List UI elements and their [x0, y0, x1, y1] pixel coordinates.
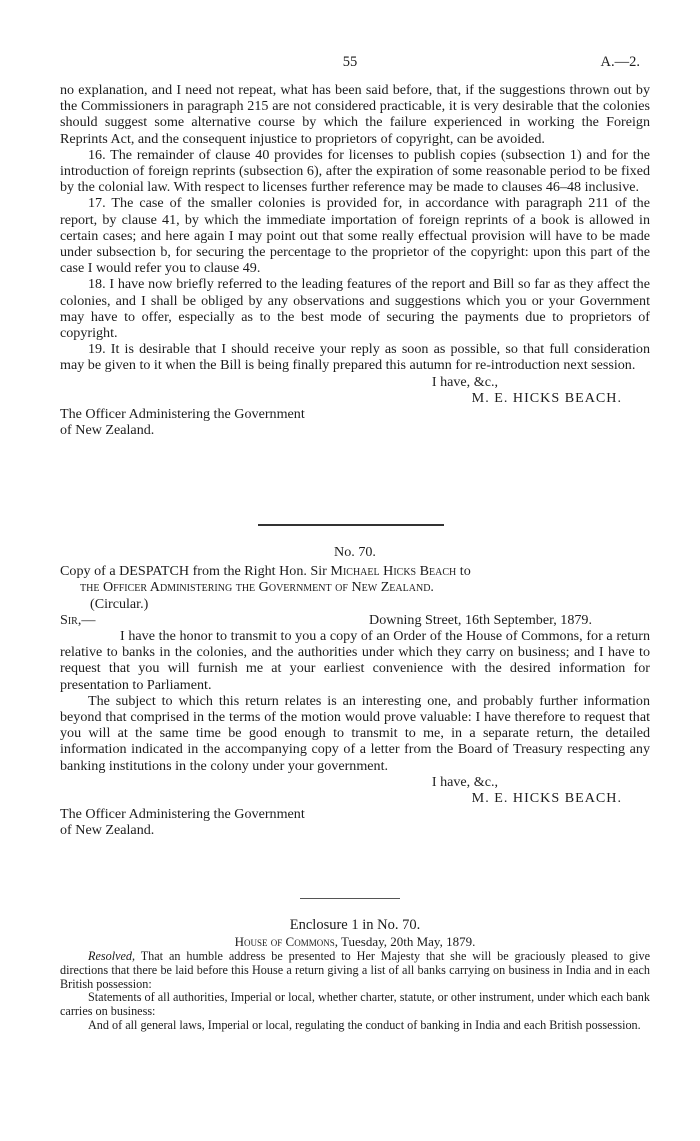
place-date: Downing Street, 16th September, 1879.	[369, 611, 592, 628]
salutation-line	[60, 612, 650, 628]
enclosure-heading	[60, 934, 650, 950]
addressee-line-2: of New Zealand.	[60, 422, 155, 439]
despatch-70	[60, 544, 650, 839]
paragraph-18: 18. I have now briefly referred to the leading features of the report and Bill so far as they affect the colonies, and I shall be obliged by any observations and suggestions which you or your Government may have to offer, especially as to the best mode of securing the payments due to proprietors of copyright.	[60, 276, 650, 342]
addressee-2-line-2: of New Zealand.	[60, 822, 155, 839]
addressee-2-line-1: The Officer Administering the Government	[60, 806, 305, 823]
closing-formula: I have, &c.,	[431, 373, 498, 390]
paragraph-17: 17. The case of the smaller colonies is provided for, in accordance with paragraph 211 of the report, by clause 41, by which the immediate importation of foreign reprints of a book is allowed in certain cases; and here again I may point out that some really effectual provision will have to be made under subsection b, for securing the percentage to the proprietor of the copyright: upon this part of the case I would refer you to clause 49.	[60, 195, 650, 277]
signature: M. E. HICKS BEACH.	[471, 389, 622, 406]
enclosure-date: Tuesday, 20th May, 1879.	[341, 934, 476, 949]
signature-2: M. E. HICKS BEACH.	[471, 790, 622, 807]
circular-label: (Circular.)	[90, 595, 149, 612]
title-to: to	[459, 563, 471, 580]
enclosure-divider	[300, 898, 400, 899]
despatch-title-line2: the Officer Administering the Government of New Zealand.	[80, 579, 434, 596]
title-prefix: Copy of a DESPATCH from the Right Hon. Sir	[60, 563, 327, 580]
resolution-body: That an humble address be presented to Her Majesty that she will be graciously pleased to give directions that there be laid before this House a return giving a list of all banks carrying on business in India and in each British possession:	[60, 949, 651, 991]
despatch-title	[60, 563, 650, 579]
resolution-text	[60, 950, 650, 991]
paragraph-continued: no explanation, and I need not repeat, what has been said before, that, if the suggestions thrown out by the Commissioners in paragraph 215 are not considered practicable, it is very desirable that the colonies should suggest some alternative course by which the failure experienced in working the Foreign Reprints Act, and the consequent injustice to proprietors of copyright, can be avoided.	[60, 82, 650, 147]
despatch-paragraph-1: I have the honor to transmit to you a copy of an Order of the House of Commons, for a return relative to banks in the colonies, and the authorities under which they carry on business; and I have to request that you will furnish me at your earliest convenience with the desired information for presentation to Parliament.	[60, 628, 650, 693]
despatch-number: No. 70.	[334, 544, 376, 560]
house-name: House of Commons,	[234, 934, 338, 949]
despatch-paragraph-2: The subject to which this return relates is an interesting one, and probably further information beyond that comprised in the terms of the motion would prove valuable: I have therefore to request that you will at the same time be good enough to transmit to me, in a separate return, the detailed information indicated in the accompanying copy of a letter from the Board of Treasury respecting any banking institutions in the colony under your government.	[60, 692, 650, 774]
title-name: Michael Hicks Beach	[330, 563, 457, 580]
paragraph-16: 16. The remainder of clause 40 provides for licenses to publish copies (subsection 1) and for the introduction of foreign reprints (subsection 6), after the expiration of some reasonable period to be fixed by the colonial law. With respect to licenses further reference may be made to clauses 46–48 inclusive.	[60, 146, 650, 196]
section-divider	[258, 524, 444, 526]
despatch-continuation	[60, 82, 650, 438]
enclosure	[60, 916, 650, 1033]
enclosure-title: Enclosure 1 in No. 70.	[289, 917, 421, 933]
resolved-word: Resolved,	[88, 949, 136, 963]
resolution-item-2: And of all general laws, Imperial or local, regulating the conduct of banking in India and each British possession.	[88, 1017, 641, 1032]
document-reference: A.—2.	[600, 54, 640, 70]
salutation: Sir,—	[60, 611, 96, 628]
closing-formula-2: I have, &c.,	[431, 773, 498, 790]
page-number: 55	[342, 54, 358, 70]
resolution-item-1: Statements of all authorities, Imperial or local, whether charter, statute, or other instrument, under which each bank carries on business:	[60, 990, 650, 1019]
paragraph-19: 19. It is desirable that I should receive your reply as soon as possible, so that full consideration may be given to it when the Bill is being finally prepared this autumn for re-introduction next session.	[60, 341, 650, 374]
addressee-line-1: The Officer Administering the Government	[60, 406, 305, 423]
